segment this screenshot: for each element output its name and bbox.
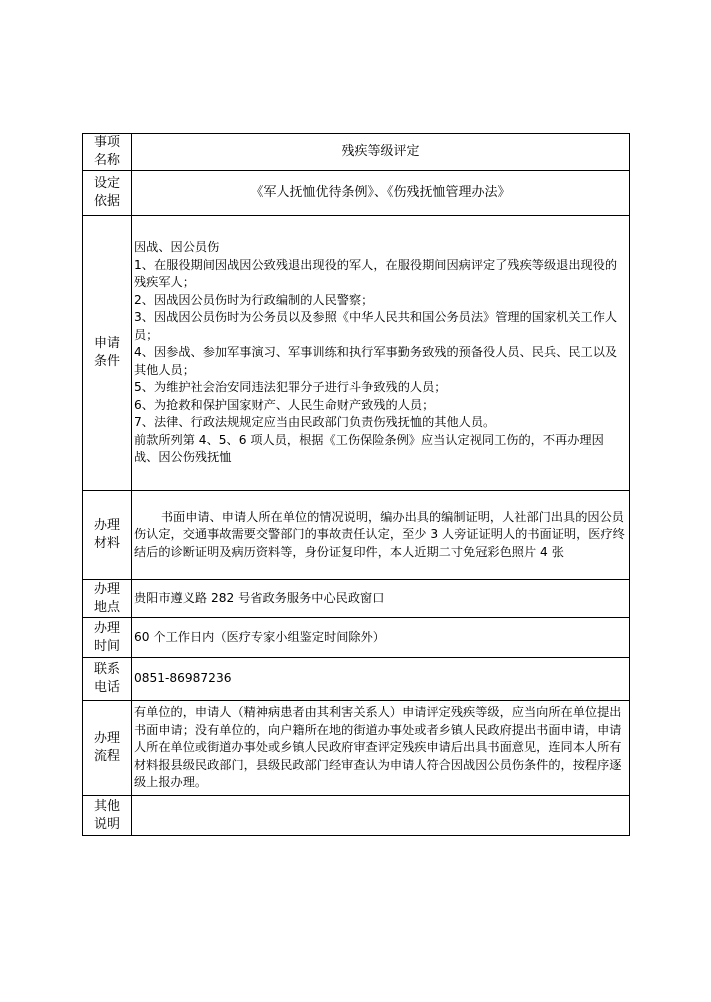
condition-line: 7、法律、行政法规规定应当由民政部门负责伤残抚恤的其他人员。	[134, 415, 496, 430]
condition-line: 因战、因公员伤	[134, 240, 220, 255]
row-location	[83, 580, 630, 618]
location-value: 贵阳市遵义路 282 号省政务服务中心民政窗口	[132, 580, 630, 618]
item-name-value: 残疾等级评定	[132, 134, 630, 171]
time-value: 60 个工作日内（医疗专家小组鉴定时间除外）	[132, 618, 630, 658]
condition-line: 3、因战因公员伤时为公务员以及参照《中华人民共和国公务员法》管理的国家机关工作人员；	[134, 310, 618, 342]
label-materials: 办理 材料	[83, 491, 132, 580]
phone-value: 0851-86987236	[132, 658, 630, 701]
row-conditions	[83, 216, 630, 491]
conditions-value	[132, 216, 630, 491]
label-notes: 其他 说明	[83, 796, 132, 836]
label-process: 办理 流程	[83, 701, 132, 796]
process-value: 有单位的，申请人（精神病患者由其利害关系人）申请评定残疾等级，应当向所在单位提出书面申请；没有单位的，向户籍所在地的街道办事处或者乡镇人民政府提出书面申请，申请人所在单位或街道办事处或乡镇人民政府审查评定残疾申请后出具书面意见，连同本人所有材料报县级民政部门，县级民政部门经审查认为申请人符合因战因公员伤条件的，按程序逐级上报办理。	[132, 701, 630, 796]
condition-line: 4、因参战、参加军事演习、军事训练和执行军事勤务致残的预备役人员、民兵、民工以及其他人员；	[134, 345, 618, 377]
label-item-name: 事项 名称	[83, 134, 132, 171]
row-phone	[83, 658, 630, 701]
row-materials	[83, 491, 630, 580]
row-time	[83, 618, 630, 658]
row-process	[83, 701, 630, 796]
condition-line: 前款所列第 4、5、6 项人员，根据《工伤保险条例》应当认定视同工伤的，不再办理因战、因公伤残抚恤	[134, 432, 604, 465]
service-info-table	[82, 133, 630, 836]
materials-value: 书面申请、申请人所在单位的情况说明，编办出具的编制证明，人社部门出具的因公员伤认定，交通事故需要交警部门的事故责任认定，至少 3 人旁证证明人的书面证明，医疗终结后的诊断证明及病历资料等，身份证复印件，本人近期二寸免冠彩色照片 4 张	[132, 491, 630, 580]
label-location: 办理 地点	[83, 580, 132, 618]
condition-line: 5、为维护社会治安同违法犯罪分子进行斗争致残的人员；	[134, 380, 447, 395]
notes-value	[132, 796, 630, 836]
label-conditions: 申请 条件	[83, 216, 132, 491]
label-time: 办理 时间	[83, 618, 132, 658]
row-notes	[83, 796, 630, 836]
legal-basis-value: 《军人抚恤优待条例》、《伤残抚恤管理办法》	[132, 171, 630, 216]
row-legal-basis	[83, 171, 630, 216]
row-item-name	[83, 134, 630, 171]
condition-line: 1、在服役期间因战因公致残退出现役的军人，在服役期间因病评定了残疾等级退出现役的残疾军人；	[134, 257, 618, 290]
label-phone: 联系 电话	[83, 658, 132, 701]
condition-line: 6、为抢救和保护国家财产、人民生命财产致残的人员；	[134, 397, 435, 412]
condition-line: 2、因战因公员伤时为行政编制的人民警察；	[134, 292, 374, 307]
label-legal-basis: 设定 依据	[83, 171, 132, 216]
